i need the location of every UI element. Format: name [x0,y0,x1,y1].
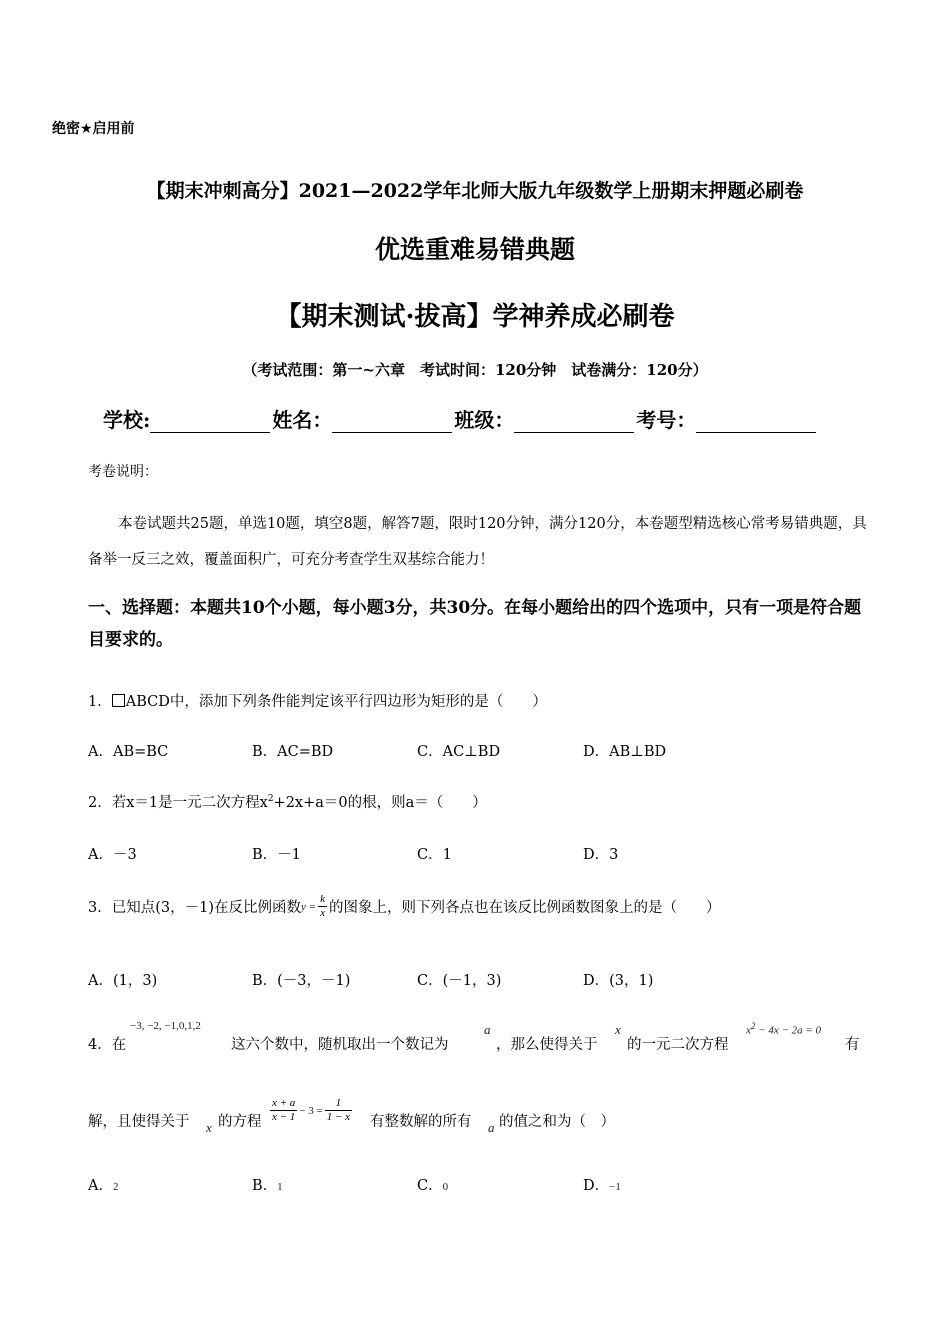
question-3-text: 3．已知点(3，－1)在反比例函数 [88,900,301,916]
question-4-line-1 [88,1033,126,1054]
variable-a: a [484,1022,491,1037]
eq-x: x [746,1024,751,1037]
q4-option-d-value: −1 [609,1181,621,1193]
function-lhs: y = [301,900,317,913]
fraction-k-over-x [318,893,327,920]
confidential-label: 绝密★启用前 [52,121,135,137]
question-1-text: ABCD中，添加下列条件能判定该平行四边形为矩形的是（ ） [125,694,547,710]
q4-option-d-label: D． [583,1178,610,1194]
q4-option-c-value: 0 [442,1181,449,1193]
equation-middle: − 3 = [299,1104,323,1117]
exam-no-label: 考号： [636,408,697,432]
q3-option-c: C．(－1，3) [417,973,502,989]
exam-title: 【期末冲刺高分】2021—2022学年北师大版九年级数学上册期末押题必刷卷 [146,180,804,202]
question-2-text-rest: +2x+a＝0的根，则a＝（ ） [273,795,487,811]
notes-body: 本卷试题共25题，单选10题，填空8题，解答7题，限时120分钟，满分120分，本卷题型精选核心常考易错典题，具备举一反三之效，覆盖面积广，可充分考查学生双基综合能力！ [88,516,867,568]
q1-option-c: C．AC⊥BD [417,744,501,760]
question-4-text-2: ，那么使得关于 [496,1037,598,1053]
number-list: −3, −2, −1,0,1,2 [130,1020,201,1032]
notes-heading: 考卷说明： [88,464,158,480]
q4-option-a [88,1174,118,1195]
exponent: 2 [267,794,274,805]
q4-option-c-label: C． [417,1178,443,1194]
q3-option-b: B．(－3，－1) [252,973,351,989]
parallelogram-symbol-icon [112,694,125,707]
fraction-denominator: x [320,907,325,919]
class-label: 班级： [454,408,515,432]
q4-option-a-value: 2 [112,1181,119,1193]
fraction-2-denominator: 1 − x [326,1111,351,1123]
fraction-x-plus-a [270,1097,297,1124]
quadratic-equation [746,1021,821,1037]
q4-option-b-value: 1 [277,1181,283,1193]
eq-rest: − 4x − 2a = 0 [755,1024,822,1037]
question-1-number: 1． [88,694,112,710]
fraction-1-denominator: x − 1 [272,1111,296,1123]
q4-option-b [252,1174,283,1195]
question-3 [88,893,720,920]
section-heading: 一、选择题：本题共10个小题，每小题3分，共30分。在每小题给出的四个选项中，只有一项是符合题目要求的。 [88,598,862,650]
question-2 [88,791,487,812]
fraction-numerator: k [320,893,325,905]
question-4-label: 4．在 [88,1037,127,1053]
q4-option-c [417,1174,448,1195]
q3-option-a: A．(1，3) [88,973,158,989]
q1-option-a: A．AB=BC [88,744,169,760]
question-4-line-2: 解，且使得关于 [88,1114,190,1130]
fraction-2-numerator: 1 [335,1097,342,1109]
q1-option-b: B．AC=BD [252,744,334,760]
question-4-text-6: 有整数解的所有 [370,1114,472,1130]
variable-a-2: a [488,1120,495,1135]
q2-option-b: B．－1 [252,847,301,863]
question-4-text-3: 的一元二次方程 [627,1037,729,1053]
q4-option-a-label: A． [88,1178,113,1194]
name-blank [332,410,452,433]
fraction-one-over [325,1097,352,1124]
student-info-row [103,404,818,433]
variable-x: x [615,1022,621,1037]
name-label: 姓名： [272,408,333,432]
question-4-text-1: 这六个数中，随机取出一个数记为 [231,1037,449,1053]
school-blank [150,410,270,433]
q2-option-c: C．1 [417,847,452,863]
exam-subtitle: 优选重难易错典题 [374,235,575,264]
q3-option-d: D．(3，1) [583,973,654,989]
exam-scope: （考试范围：第一~六章 考试时间：120分钟 试卷满分：120分） [242,361,708,379]
question-1 [88,690,547,711]
q2-option-d: D．3 [583,847,619,863]
q1-option-d: D．AB⊥BD [583,744,667,760]
question-4-text-5: 的方程 [218,1114,262,1130]
question-3-text-rest: 的图象上，则下列各点也在该反比例函数图象上的是（ ） [328,900,721,916]
variable-x-2: x [206,1120,212,1135]
question-4-text-7: 的值之和为（ ） [499,1114,615,1130]
question-4-text-4: 有 [845,1037,860,1053]
eq-exponent: 2 [750,1021,756,1031]
school-label: 学校: [103,408,151,432]
q2-option-a: A．－3 [88,847,137,863]
question-2-text: 2．若x＝1是一元二次方程x [88,795,268,811]
fraction-equation [268,1097,354,1124]
exam-no-blank [696,410,816,433]
class-blank [514,410,634,433]
q4-option-b-label: B． [252,1178,278,1194]
exam-series-title: 【期末测试·拔高】学神养成必刷卷 [275,302,675,332]
fraction-1-numerator: x + a [272,1097,296,1109]
q4-option-d [583,1174,621,1195]
